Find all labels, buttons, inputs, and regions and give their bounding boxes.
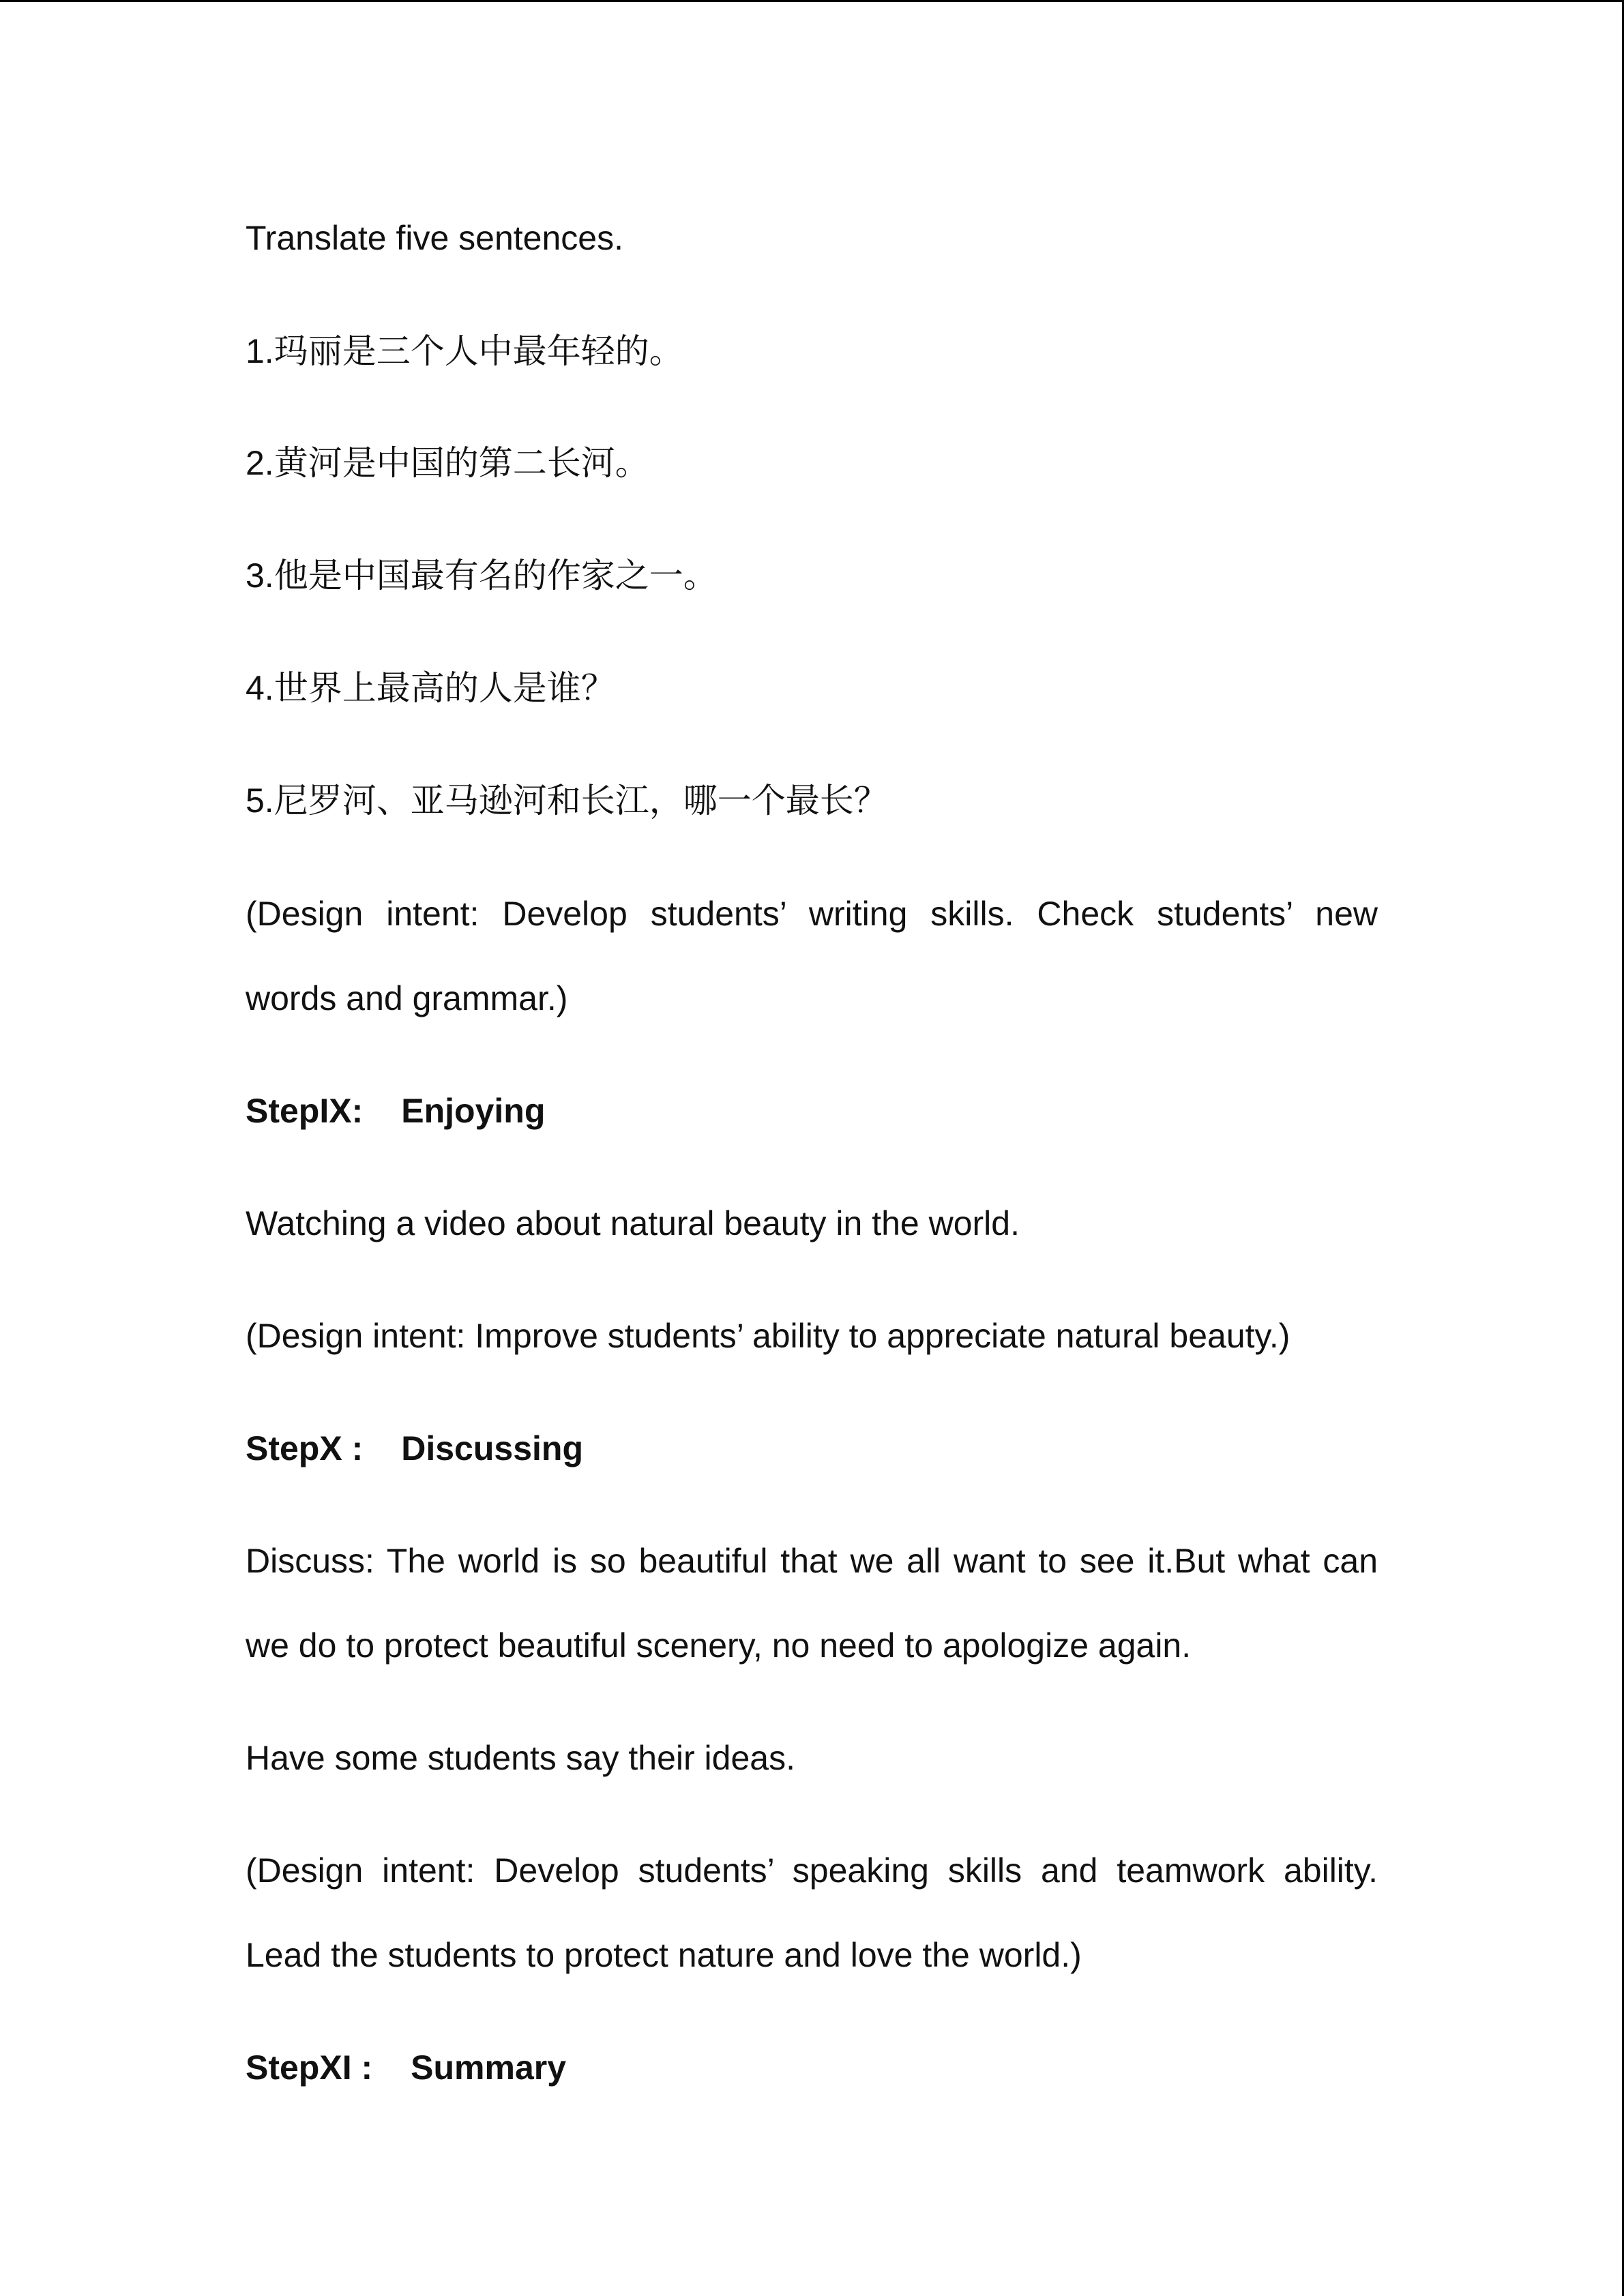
step-title: Discussing bbox=[401, 1429, 583, 1467]
sentence-1 bbox=[246, 330, 1378, 372]
sentence-5 bbox=[246, 779, 1378, 822]
sentence-text: 世界上最高的人是谁？ bbox=[274, 668, 615, 708]
enjoying-text: Watching a video about natural beauty in the world. bbox=[246, 1204, 1020, 1242]
design-intent-speaking-line-2: Lead the students to protect nature and love the world.) bbox=[246, 1936, 1082, 1974]
step-xi-heading bbox=[246, 2046, 1378, 2089]
sentence-number: 5. bbox=[246, 781, 274, 820]
sentence-4 bbox=[246, 667, 1378, 709]
design-intent-appreciation: (Design intent: Improve students’ ability to appreciate natural beauty.) bbox=[246, 1317, 1290, 1355]
design-intent-speaking-line-1: (Design intent: Develop students’ speaking skills and teamwork ability. bbox=[246, 1851, 1378, 1890]
design-intent-writing-line-2: words and grammar.) bbox=[246, 979, 568, 1017]
sentence-2 bbox=[246, 442, 1378, 484]
sentence-text: 黄河是中国的第二长河。 bbox=[274, 443, 649, 483]
design-intent-writing-line-1: (Design intent: Develop students’ writing skills. Check students’ new bbox=[246, 895, 1378, 933]
step-label: StepXI : bbox=[246, 2048, 373, 2087]
intro-text: Translate five sentences. bbox=[246, 219, 623, 257]
students-ideas-text: Have some students say their ideas. bbox=[246, 1739, 795, 1777]
step-label: StepIX: bbox=[246, 1092, 364, 1130]
sentence-number: 1. bbox=[246, 332, 274, 370]
page-top-border bbox=[0, 0, 1624, 2]
sentence-text: 尼罗河、亚马逊河和长江，哪一个最长？ bbox=[274, 781, 888, 820]
sentence-text: 玛丽是三个人中最年轻的。 bbox=[274, 331, 683, 371]
sentence-text: 他是中国最有名的作家之一。 bbox=[274, 556, 718, 595]
step-title: Enjoying bbox=[401, 1092, 546, 1130]
discuss-line-1: Discuss: The world is so beautiful that we all want to see it.But what can bbox=[246, 1542, 1378, 1580]
step-label: StepX : bbox=[246, 1429, 364, 1467]
sentence-number: 3. bbox=[246, 556, 274, 595]
step-x-heading bbox=[246, 1427, 1378, 1470]
sentence-number: 2. bbox=[246, 444, 274, 482]
step-title: Summary bbox=[411, 2048, 567, 2087]
step-ix-heading bbox=[246, 1090, 1378, 1132]
sentence-3 bbox=[246, 554, 1378, 597]
sentence-number: 4. bbox=[246, 669, 274, 707]
discuss-line-2: we do to protect beautiful scenery, no need to apologize again. bbox=[246, 1626, 1192, 1665]
